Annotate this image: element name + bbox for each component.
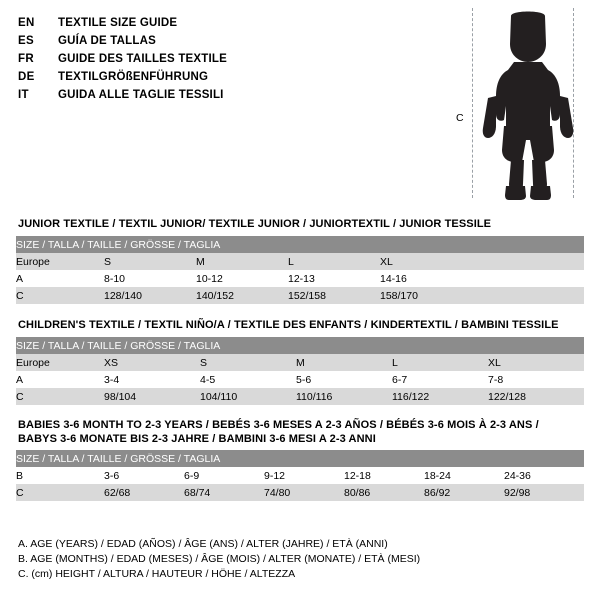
figure-area <box>440 6 590 201</box>
junior-row-c-label: C <box>16 287 104 304</box>
language-code-en: EN <box>18 17 35 29</box>
babies-row-c-label: C <box>16 484 104 501</box>
table-header-row <box>16 236 584 253</box>
footer-note-b: B. AGE (MONTHS) / EDAD (MESES) / ÂGE (MOIS) / ALTER (MONATE) / ETÀ (MESI) <box>18 553 421 565</box>
measure-guide-top-line <box>472 8 473 198</box>
language-title-fr: GUIDE DES TAILLES TEXTILE <box>58 53 227 65</box>
children-col-l: L <box>392 354 488 371</box>
table-row <box>16 287 584 304</box>
junior-row-a-s: 8-10 <box>104 270 196 287</box>
table-row <box>16 371 584 388</box>
table-row <box>16 253 584 270</box>
babies-row-c-v2: 68/74 <box>184 484 264 501</box>
table-header-row <box>16 450 584 467</box>
babies-row-b-v3: 9-12 <box>264 467 344 484</box>
section-title-babies-line2: BABYS 3-6 MONATE BIS 2-3 JAHRE / BAMBINI 3-6 MESI A 2-3 ANNI <box>18 433 376 445</box>
language-title-it: GUIDA ALLE TAGLIE TESSILI <box>58 89 224 101</box>
junior-col-l: L <box>288 253 380 270</box>
children-row-c-xl: 122/128 <box>488 388 584 405</box>
footer-note-c: C. (cm) HEIGHT / ALTURA / HAUTEUR / HÖHE / ALTEZZA <box>18 568 296 580</box>
language-code-de: DE <box>18 71 35 83</box>
junior-row-c-s: 128/140 <box>104 287 196 304</box>
footer-legend <box>18 537 420 582</box>
children-row-c-label: C <box>16 388 104 405</box>
babies-row-c-v6: 92/98 <box>504 484 584 501</box>
children-col-s: S <box>200 354 296 371</box>
children-col-m: M <box>296 354 392 371</box>
junior-row-a-m: 10-12 <box>196 270 288 287</box>
babies-row-c-v3: 74/80 <box>264 484 344 501</box>
children-row-c-xs: 98/104 <box>104 388 200 405</box>
measure-label-c: C <box>456 112 464 124</box>
babies-row-b-v2: 6-9 <box>184 467 264 484</box>
children-size-header-label: SIZE / TALLA / TAILLE / GRÖSSE / TAGLIA <box>16 337 584 354</box>
junior-size-header-label: SIZE / TALLA / TAILLE / GRÖSSE / TAGLIA <box>16 236 584 253</box>
children-row-a-m: 5-6 <box>296 371 392 388</box>
language-row-en <box>18 14 418 32</box>
babies-size-header-label: SIZE / TALLA / TAILLE / GRÖSSE / TAGLIA <box>16 450 584 467</box>
children-row-a-xl: 7-8 <box>488 371 584 388</box>
language-code-it: IT <box>18 89 29 101</box>
table-row <box>16 388 584 405</box>
language-title-es: GUÍA DE TALLAS <box>58 35 156 47</box>
babies-row-c-v5: 86/92 <box>424 484 504 501</box>
table-header-row <box>16 337 584 354</box>
babies-row-c-v4: 80/86 <box>344 484 424 501</box>
children-row-c-l: 116/122 <box>392 388 488 405</box>
babies-row-b-v5: 18-24 <box>424 467 504 484</box>
table-row <box>16 484 584 501</box>
junior-col-s: S <box>104 253 196 270</box>
junior-row-c-m: 140/152 <box>196 287 288 304</box>
section-title-babies-line1: BABIES 3-6 MONTH TO 2-3 YEARS / BEBÉS 3-6 MESES A 2-3 AÑOS / BÉBÉS 3-6 MOIS À 2-3 ANS / <box>18 419 539 431</box>
language-title-block <box>18 14 418 104</box>
babies-row-b-v6: 24-36 <box>504 467 584 484</box>
table-row <box>16 467 584 484</box>
children-row-a-label: A <box>16 371 104 388</box>
language-row-fr <box>18 50 418 68</box>
children-col-xl: XL <box>488 354 584 371</box>
language-row-de <box>18 68 418 86</box>
language-code-es: ES <box>18 35 34 47</box>
table-row <box>16 354 584 371</box>
junior-row-c-l: 152/158 <box>288 287 380 304</box>
children-size-table <box>16 337 584 405</box>
children-col-xs: XS <box>104 354 200 371</box>
language-row-es <box>18 32 418 50</box>
junior-col-xl: XL <box>380 253 584 270</box>
language-row-it <box>18 86 418 104</box>
junior-row-a-xl: 14-16 <box>380 270 584 287</box>
children-row-c-m: 110/116 <box>296 388 392 405</box>
children-row-a-s: 4-5 <box>200 371 296 388</box>
babies-row-b-v1: 3-6 <box>104 467 184 484</box>
toddler-silhouette-icon <box>478 10 578 205</box>
children-row-a-xs: 3-4 <box>104 371 200 388</box>
footer-note-a: A. AGE (YEARS) / EDAD (AÑOS) / ÂGE (ANS) / ALTER (JAHRE) / ETÀ (ANNI) <box>18 538 388 550</box>
junior-col-europe: Europe <box>16 253 104 270</box>
babies-row-b-v4: 12-18 <box>344 467 424 484</box>
junior-row-c-xl: 158/170 <box>380 287 584 304</box>
babies-row-c-v1: 62/68 <box>104 484 184 501</box>
language-title-de: TEXTILGRÖßENFÜHRUNG <box>58 71 209 83</box>
language-code-fr: FR <box>18 53 34 65</box>
babies-row-b-label: B <box>16 467 104 484</box>
section-title-babies <box>18 418 539 446</box>
junior-col-m: M <box>196 253 288 270</box>
children-row-c-s: 104/110 <box>200 388 296 405</box>
junior-row-a-l: 12-13 <box>288 270 380 287</box>
children-row-a-l: 6-7 <box>392 371 488 388</box>
babies-size-table <box>16 450 584 501</box>
children-col-europe: Europe <box>16 354 104 371</box>
language-title-en: TEXTILE SIZE GUIDE <box>58 17 178 29</box>
section-title-junior: JUNIOR TEXTILE / TEXTIL JUNIOR/ TEXTILE JUNIOR / JUNIORTEXTIL / JUNIOR TESSILE <box>18 218 492 230</box>
junior-size-table <box>16 236 584 304</box>
table-row <box>16 270 584 287</box>
junior-row-a-label: A <box>16 270 104 287</box>
section-title-children: CHILDREN'S TEXTILE / TEXTIL NIÑO/A / TEXTILE DES ENFANTS / KINDERTEXTIL / BAMBINI TESSILE <box>18 319 559 331</box>
